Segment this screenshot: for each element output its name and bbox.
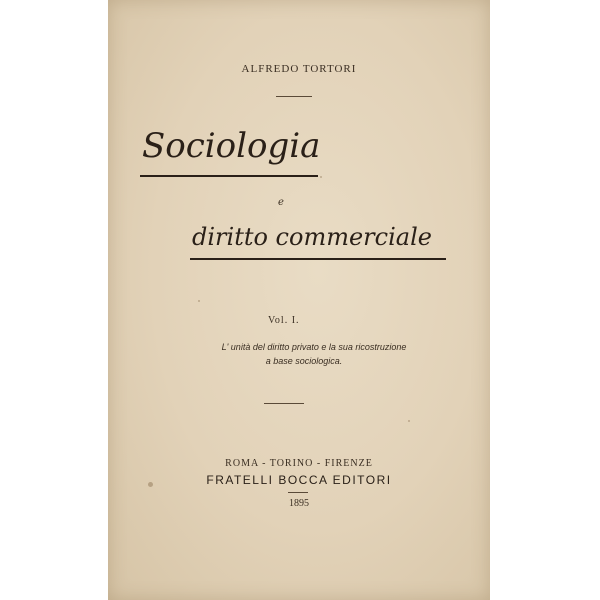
publication-cities: ROMA - TORINO - FIRENZE: [225, 458, 373, 469]
divider-bottom: [288, 492, 308, 493]
main-title: Sociologia: [142, 126, 321, 166]
publisher-name: FRATELLI BOCCA EDITORI: [206, 473, 392, 487]
publication-year: 1895: [289, 498, 309, 509]
divider-top: [276, 96, 312, 97]
volume-description-line-2: a base sociologica.: [265, 356, 343, 366]
paper-speck: [198, 300, 200, 302]
paper-speck: [408, 420, 410, 422]
author-name: ALFREDO TORTORI: [241, 63, 357, 75]
paper-speck: [320, 176, 322, 178]
main-title-underline: [140, 175, 318, 177]
divider-middle: [264, 403, 304, 404]
volume-label: Vol. I.: [268, 315, 300, 326]
title-conjunction: e: [278, 197, 284, 208]
subtitle-underline: [190, 258, 446, 260]
volume-description: [108, 340, 490, 368]
title-page: [108, 0, 490, 600]
subtitle: diritto commerciale: [192, 223, 432, 251]
volume-description-line-1: L' unità del diritto privato e la sua ricostruzione: [221, 342, 407, 352]
